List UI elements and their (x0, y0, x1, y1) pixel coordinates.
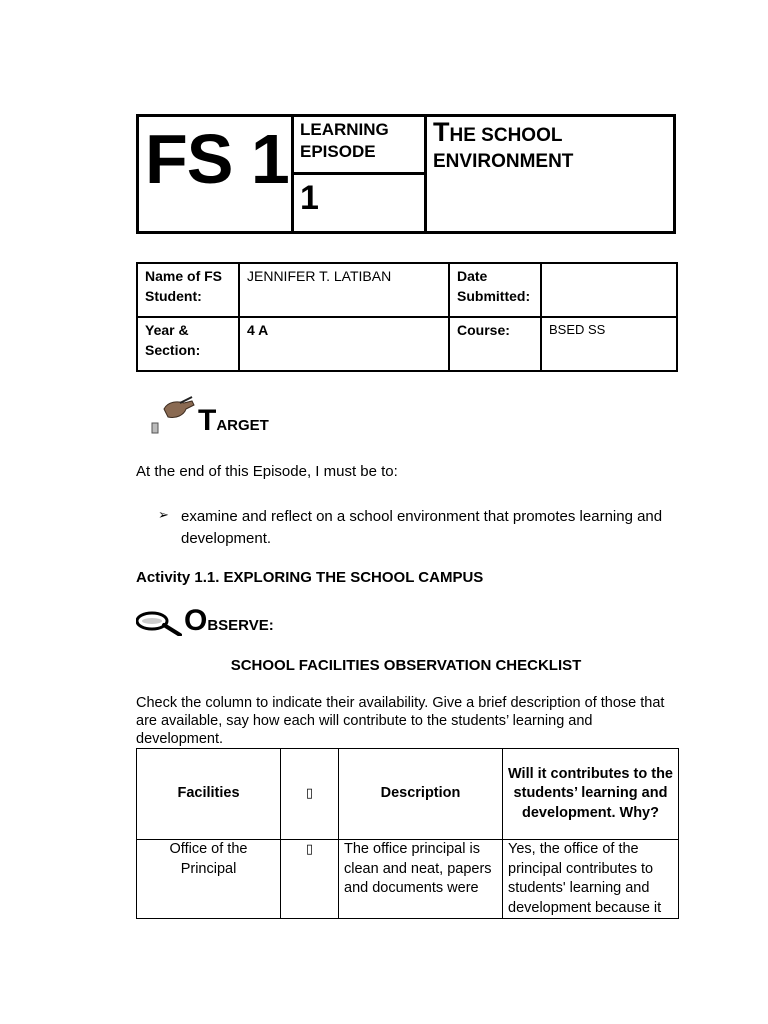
observe-rest: BSERVE: (207, 617, 274, 634)
checklist-title: SCHOOL FACILITIES OBSERVATION CHECKLIST (230, 657, 582, 674)
facility-contribution: Yes, the office of the principal contributes to students' learning and development because it (503, 840, 679, 919)
year-section-value: 4 A (239, 317, 449, 371)
year-section-label: Year & Section: (137, 317, 239, 371)
column-header-description: Description (339, 749, 503, 840)
episode-number: 1 (300, 179, 319, 217)
target-bullet-1: examine and reflect on a school environment that promotes learning and development. (181, 508, 663, 547)
facility-description: The office principal is clean and neat, papers and documents were (339, 840, 503, 919)
episode-title-line2: ENVIRONMENT (433, 151, 574, 172)
column-header-facilities: Facilities (137, 749, 281, 840)
arrow-bullet-icon: ➢ (158, 507, 169, 522)
course-value: BSED SS (541, 317, 677, 371)
target-rest: ARGET (216, 417, 269, 434)
hand-writing-icon (150, 395, 196, 437)
episode-title (433, 119, 673, 175)
table-header-row (137, 749, 679, 840)
facilities-table (136, 748, 679, 919)
target-first-letter: T (198, 404, 217, 437)
observe-first-letter: O (184, 604, 208, 637)
magnifier-icon (136, 610, 182, 636)
table-row (137, 263, 677, 317)
fs-code: FS 1 (145, 120, 289, 198)
target-intro: At the end of this Episode, I must be to: (136, 463, 398, 480)
name-label: Name of FS Student: (137, 263, 239, 317)
fs-code-cell (139, 117, 294, 231)
student-info-table (136, 262, 678, 372)
learning-episode-label: LEARNING EPISODE (300, 120, 389, 161)
episode-title-first-letter: T (433, 117, 450, 147)
column-header-contribution: Will it contributes to the students’ learning and development. Why? (503, 749, 679, 840)
target-heading (198, 404, 269, 438)
episode-title-line1: HE SCHOOL (449, 125, 563, 146)
episode-header (136, 114, 676, 234)
name-value: JENNIFER T. LATIBAN (239, 263, 449, 317)
table-row (137, 317, 677, 371)
date-value (541, 263, 677, 317)
course-label: Course: (449, 317, 541, 371)
table-row (137, 840, 679, 919)
checklist-instructions: Check the column to indicate their availability. Give a brief description of those that are available, say how each will contribute to the students’ learning and development. (136, 695, 665, 747)
activity-title: Activity 1.1. EXPLORING THE SCHOOL CAMPUS (136, 569, 484, 586)
facility-check-cell (281, 840, 339, 919)
learning-episode-cell (294, 117, 427, 175)
facility-name: Office of the Principal (137, 840, 281, 919)
check-symbol-icon: ▯ (305, 786, 314, 802)
column-header-check (281, 749, 339, 840)
episode-number-cell (294, 175, 427, 231)
observe-heading (184, 604, 274, 638)
date-label: Date Submitted: (449, 263, 541, 317)
check-mark-icon: ▯ (305, 842, 314, 857)
